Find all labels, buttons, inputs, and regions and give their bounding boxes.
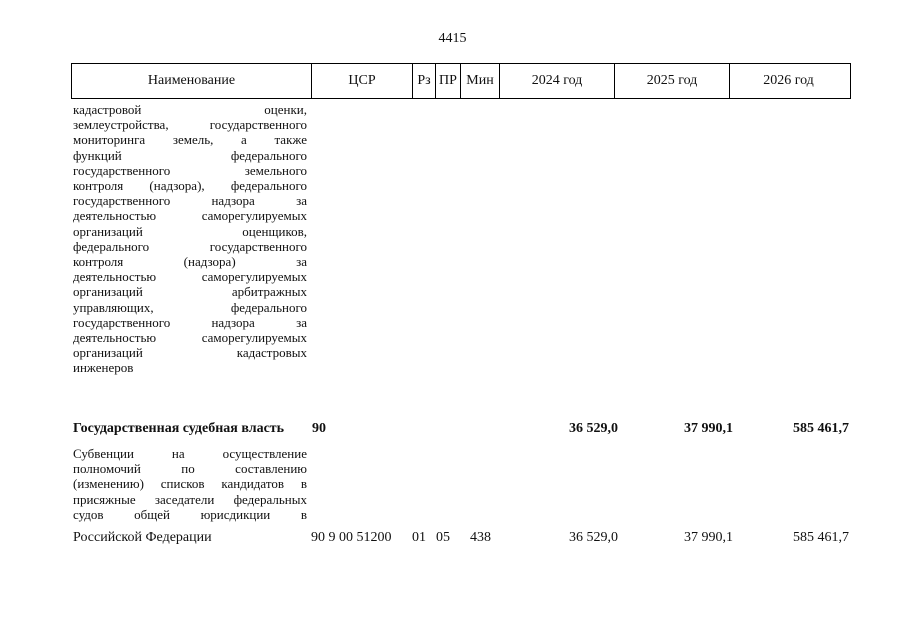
word: по [181, 461, 195, 477]
word: саморегулируемых [201, 269, 307, 285]
word: кандидатов [221, 476, 284, 492]
header-min: Мин [461, 64, 500, 98]
word: Субвенции [73, 446, 134, 461]
word: за [296, 254, 307, 270]
word: организаций [73, 345, 143, 361]
subvention-text [73, 446, 307, 522]
header-rz: Рз [413, 64, 436, 98]
text-line [73, 254, 307, 269]
text-line [73, 224, 307, 239]
text-line [73, 208, 307, 223]
subvention-2026: 585 461,7 [793, 530, 849, 545]
word: в [300, 506, 307, 522]
text-line [73, 178, 307, 193]
text-line [73, 102, 307, 117]
word: (надзора) [183, 254, 236, 270]
text-line [73, 148, 307, 163]
text-line [73, 446, 307, 461]
word: кадастровых [236, 345, 307, 361]
text-line [73, 132, 307, 147]
word: оценки, [264, 102, 307, 117]
word: заседатели [154, 491, 215, 507]
word: осуществление [222, 446, 307, 461]
word: управляющих, [73, 299, 154, 315]
word: за [296, 193, 307, 209]
word: составлению [235, 461, 307, 477]
section-2024: 36 529,0 [569, 421, 618, 436]
word: надзора [211, 314, 255, 330]
text-line [73, 117, 307, 132]
header-csr: ЦСР [312, 64, 413, 98]
word: списков [160, 476, 205, 492]
word: деятельностью [73, 208, 157, 224]
word: за [296, 314, 307, 330]
word: функций [73, 147, 122, 163]
text-line [73, 193, 307, 208]
word: организаций [73, 284, 143, 300]
word: организаций [73, 223, 143, 239]
word: арбитражных [231, 284, 307, 300]
subvention-rz: 01 [412, 530, 426, 545]
text-line [73, 461, 307, 476]
text-line [73, 284, 307, 299]
word: а [241, 132, 247, 148]
table-header [71, 63, 851, 99]
text-line [73, 163, 307, 178]
word: полномочий [73, 461, 141, 477]
word: федеральных [233, 491, 307, 507]
word: кадастровой [73, 102, 142, 117]
word: присяжные [73, 491, 136, 507]
header-name: Наименование [72, 64, 312, 98]
word: также [274, 132, 307, 148]
word: федерального [73, 238, 150, 254]
word: земельного [244, 162, 307, 178]
word: на [171, 446, 185, 461]
word: надзора [211, 193, 255, 209]
text-line [73, 239, 307, 254]
text-line [73, 360, 307, 375]
text-line [73, 300, 307, 315]
word: государственного [209, 238, 307, 254]
word: государственного [73, 162, 171, 178]
word: государственного [73, 314, 171, 330]
word: общей [134, 506, 170, 522]
continuation-text [73, 102, 307, 376]
page-number: 4415 [438, 31, 467, 46]
subvention-min: 438 [470, 530, 491, 545]
word: федерального [230, 299, 307, 315]
word: контроля [73, 254, 124, 270]
header-2026: 2026 год [763, 73, 814, 88]
word: землеустройства, [73, 117, 169, 133]
word: судов [73, 506, 104, 522]
word: юрисдикции [200, 506, 271, 522]
word: государственного [209, 117, 307, 133]
word: деятельностью [73, 269, 157, 285]
subvention-2024: 36 529,0 [569, 530, 618, 545]
word: в [300, 476, 307, 492]
header-2025: 2025 год [615, 64, 730, 98]
word: деятельностью [73, 330, 157, 346]
word: контроля [73, 178, 124, 194]
text-line [73, 269, 307, 284]
word: государственного [73, 193, 171, 209]
section-2026: 585 461,7 [793, 421, 849, 436]
header-2024: 2024 год [500, 64, 615, 98]
subvention-2025: 37 990,1 [684, 530, 733, 545]
text-line [73, 492, 307, 507]
word: саморегулируемых [201, 208, 307, 224]
header-pr: ПР [436, 64, 461, 98]
word: земель, [172, 132, 214, 148]
subvention-last-line: Российской Федерации [73, 530, 212, 545]
word: (изменению) [73, 476, 144, 492]
word: инженеров [73, 360, 134, 376]
word: саморегулируемых [201, 330, 307, 346]
word: федерального [230, 147, 307, 163]
text-line [73, 315, 307, 330]
word: федерального [230, 178, 307, 194]
word: (надзора), [149, 178, 205, 194]
text-line [73, 330, 307, 345]
text-line [73, 345, 307, 360]
section-2025: 37 990,1 [684, 421, 733, 436]
word: мониторинга [73, 132, 146, 148]
word: оценщиков, [242, 223, 307, 239]
section-csr: 90 [312, 421, 326, 436]
text-line [73, 507, 307, 522]
subvention-csr: 90 9 00 51200 [311, 530, 392, 545]
section-name: Государственная судебная власть [73, 421, 285, 436]
subvention-pr: 05 [436, 530, 450, 545]
text-line [73, 476, 307, 491]
